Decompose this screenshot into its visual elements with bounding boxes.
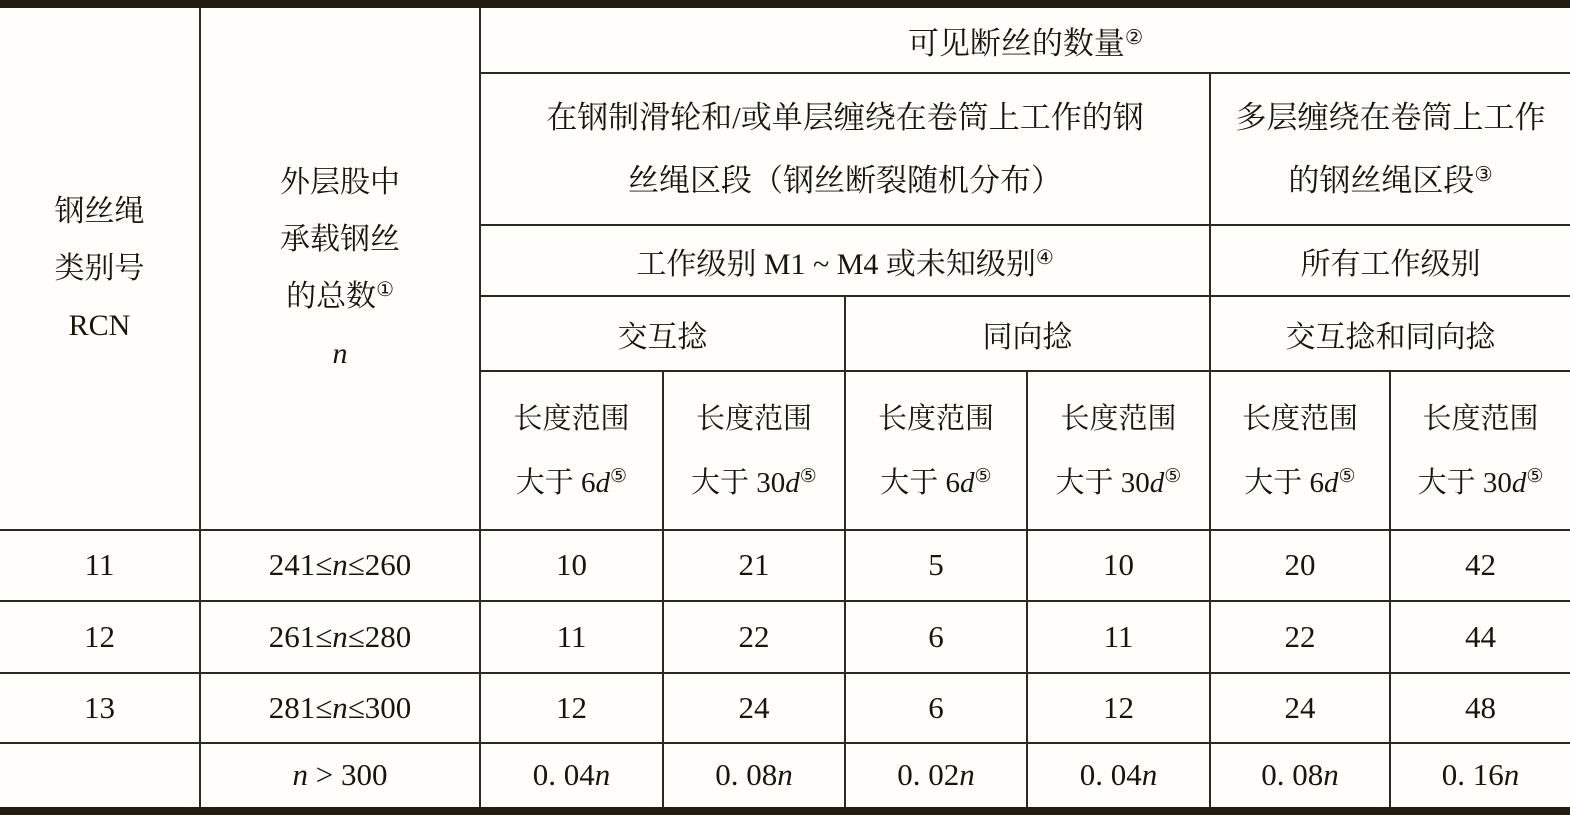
rcn-header-line1: 钢丝绳 — [54, 194, 145, 228]
footnote-4-marker: ④ — [1035, 246, 1054, 269]
class-all-header: 所有工作级别 — [1210, 225, 1570, 296]
value-cell: 11 — [480, 601, 663, 673]
length-range-header-6: 长度范围 大于 30d⑤ — [1390, 371, 1570, 529]
single-layer-group-header: 在钢制滑轮和/或单层缠绕在卷筒上工作的钢 丝绳区段（钢丝断裂随机分布） — [480, 73, 1210, 225]
table-row — [0, 673, 1570, 743]
n-header-line1: 外层股中 — [280, 166, 400, 200]
length-range-header-4: 长度范围 大于 30d⑤ — [1027, 371, 1210, 529]
rcn-column-header — [0, 8, 200, 530]
lay-same-header: 同向捻 — [845, 296, 1210, 371]
footnote-5-marker: ⑤ — [974, 465, 992, 487]
n-range-cell: n > 300 — [200, 743, 480, 807]
footnote-5-marker: ⑤ — [610, 465, 628, 487]
footnote-5-marker: ⑤ — [799, 465, 817, 487]
footnote-3-marker: ③ — [1474, 164, 1493, 187]
value-cell: 44 — [1390, 601, 1570, 673]
table-row — [0, 743, 1570, 807]
value-cell: 12 — [1027, 673, 1210, 743]
value-cell: 0. 02n — [845, 743, 1027, 807]
value-cell: 10 — [480, 530, 663, 601]
length-range-header-2: 长度范围 大于 30d⑤ — [663, 371, 845, 529]
value-cell: 20 — [1210, 530, 1390, 601]
table-row — [0, 601, 1570, 673]
value-cell: 0. 08n — [1210, 743, 1390, 807]
footnote-1-marker: ① — [376, 279, 394, 302]
value-cell: 21 — [663, 530, 845, 601]
class-m1m4-header: 工作级别 M1 ~ M4 或未知级别④ — [480, 225, 1210, 296]
value-cell: 24 — [663, 673, 845, 743]
value-cell: 0. 04n — [1027, 743, 1210, 807]
value-cell: 6 — [845, 601, 1027, 673]
n-header-line3: 的总数① — [286, 279, 394, 314]
value-cell: 5 — [845, 530, 1027, 601]
length-range-header-5: 长度范围 大于 6d⑤ — [1210, 371, 1390, 529]
table-grid — [0, 8, 1570, 807]
rcn-cell: 12 — [0, 601, 200, 673]
header-row-top — [0, 8, 1570, 73]
lay-alternate-header: 交互捻 — [480, 296, 845, 371]
rcn-cell: 11 — [0, 530, 200, 601]
n-range-cell: 261≤n≤280 — [200, 601, 480, 673]
rcn-header-line3: RCN — [68, 308, 131, 342]
length-range-header-3: 长度范围 大于 6d⑤ — [845, 371, 1027, 529]
n-range-cell: 241≤n≤260 — [200, 530, 480, 601]
rcn-cell — [0, 743, 200, 807]
value-cell: 22 — [1210, 601, 1390, 673]
multi-layer-group-header: 多层缠绕在卷筒上工作 的钢丝绳区段③ — [1210, 73, 1570, 225]
n-header-line2: 承载钢丝 — [280, 223, 400, 257]
lay-both-header: 交互捻和同向捻 — [1210, 296, 1570, 371]
value-cell: 11 — [1027, 601, 1210, 673]
footnote-5-marker: ⑤ — [1526, 465, 1544, 487]
wire-count-column-header — [200, 8, 480, 530]
value-cell: 6 — [845, 673, 1027, 743]
visible-breaks-header: 可见断丝的数量② — [480, 8, 1570, 73]
value-cell: 22 — [663, 601, 845, 673]
footnote-2-marker: ② — [1124, 26, 1144, 49]
value-cell: 48 — [1390, 673, 1570, 743]
value-cell: 0. 08n — [663, 743, 845, 807]
value-cell: 0. 16n — [1390, 743, 1570, 807]
value-cell: 42 — [1390, 530, 1570, 601]
value-cell: 12 — [480, 673, 663, 743]
value-cell: 0. 04n — [480, 743, 663, 807]
rcn-header-line2: 类别号 — [54, 251, 145, 285]
rcn-cell: 13 — [0, 673, 200, 743]
length-range-header-1: 长度范围 大于 6d⑤ — [480, 371, 663, 529]
table-row — [0, 530, 1570, 601]
footnote-5-marker: ⑤ — [1164, 465, 1182, 487]
n-range-cell: 281≤n≤300 — [200, 673, 480, 743]
n-header-variable: n — [332, 337, 348, 371]
footnote-5-marker: ⑤ — [1338, 465, 1356, 487]
value-cell: 24 — [1210, 673, 1390, 743]
value-cell: 10 — [1027, 530, 1210, 601]
